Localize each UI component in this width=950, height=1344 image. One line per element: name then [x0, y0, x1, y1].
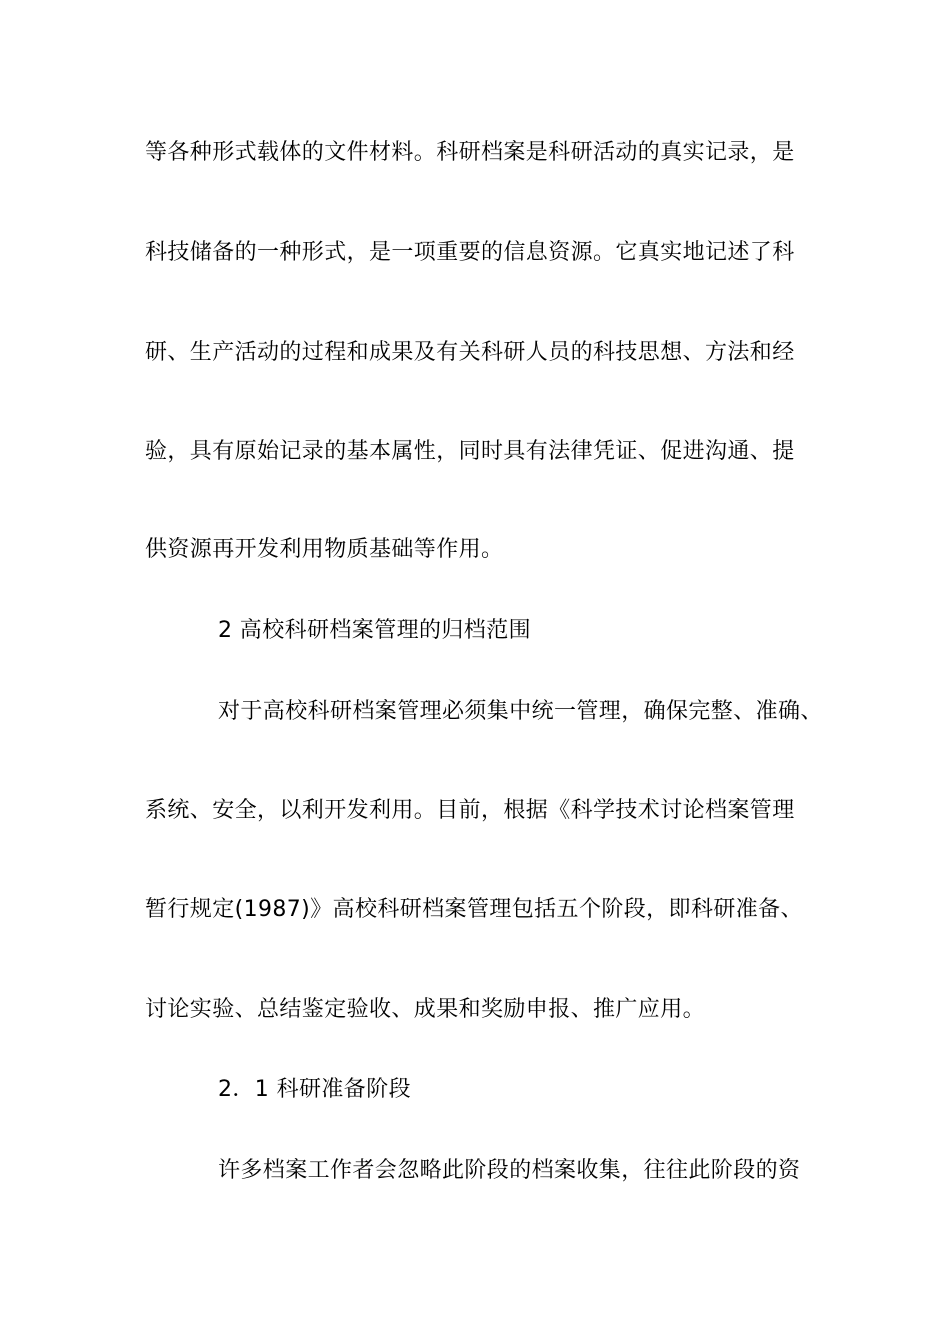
paragraph-2-line-4: 讨论实验、总结鉴定验收、成果和奖励申报、推广应用。: [145, 997, 706, 1022]
paragraph-1-line-2: 科技储备的一种形式，是一项重要的信息资源。它真实地记述了科: [145, 240, 795, 265]
section-heading-2-1: 2．1 科研准备阶段: [218, 1077, 411, 1102]
paragraph-2-line-1: 对于高校科研档案管理必须集中统一管理，确保完整、准确、: [218, 699, 823, 724]
paragraph-3-line-1: 许多档案工作者会忽略此阶段的档案收集，往往此阶段的资: [218, 1158, 801, 1183]
paragraph-2-line-2: 系统、安全，以利开发利用。目前，根据《科学技术讨论档案管理: [145, 798, 795, 823]
paragraph-1-line-1: 等各种形式载体的文件材料。科研档案是科研活动的真实记录，是: [145, 140, 795, 165]
paragraph-2-line-3: 暂行规定(1987)》高校科研档案管理包括五个阶段，即科研准备、: [145, 897, 803, 922]
paragraph-1-line-3: 研、生产活动的过程和成果及有关科研人员的科技思想、方法和经: [145, 340, 795, 365]
paragraph-1-line-5: 供资源再开发利用物质基础等作用。: [145, 537, 504, 562]
section-heading-2: 2 高校科研档案管理的归档范围: [218, 618, 531, 643]
paragraph-1-line-4: 验，具有原始记录的基本属性，同时具有法律凭证、促进沟通、提: [145, 439, 795, 464]
